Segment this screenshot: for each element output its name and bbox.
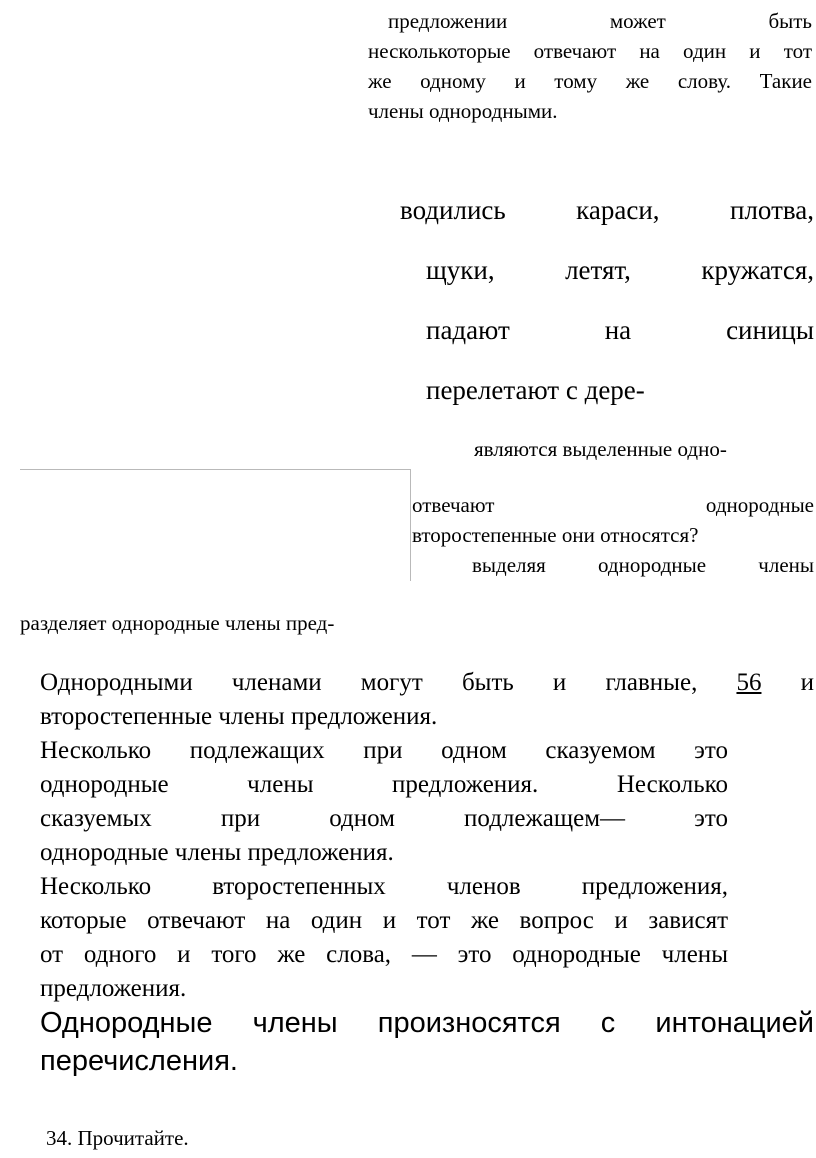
example-line: щуки, летят, кружатся,: [426, 255, 814, 285]
rules-block: [40, 666, 814, 1006]
top-paragraph-line: же одному и тому же слову. Такие: [368, 69, 812, 93]
example-line: водились караси, плотва,: [400, 195, 814, 225]
task-fragment-line: отвечают однородные: [412, 493, 814, 517]
task-fragment-line: второстепенные они относятся?: [412, 523, 699, 547]
rules-line: Несколько подлежащих при одном сказуемом это: [40, 737, 728, 764]
rules-line: которые отвечают на один и тот же вопрос и зависят: [40, 907, 728, 934]
rules-line-text: и: [800, 669, 814, 696]
top-paragraph-line: предложении может быть: [388, 9, 812, 33]
intonation-line: перечисления.: [40, 1045, 238, 1077]
task-fragment: [412, 490, 814, 580]
rules-line-text: Однородными членами могут быть и главные,: [40, 669, 698, 696]
top-paragraph-line: несколькоторые отвечают на один и тот: [368, 39, 812, 63]
task-fragment-line: являются выделенные одно-: [474, 437, 727, 461]
divider-horizontal: [20, 469, 411, 470]
rules-line: второстепенные члены предложения.: [40, 703, 438, 730]
exercise-heading: 34. Прочитайте.: [46, 1126, 189, 1150]
task-fragment-line: выделяя однородные члены: [472, 553, 814, 577]
rules-line: [40, 666, 814, 700]
rules-line: сказуемых при одном подлежащем— это: [40, 805, 728, 832]
rules-line: от одного и того же слова, — это однородные члены: [40, 941, 728, 968]
rules-line: Несколько второстепенных членов предложения,: [40, 873, 728, 900]
example-words: [400, 180, 814, 420]
example-line: падают на синицы: [426, 315, 814, 345]
rules-line: предложения.: [40, 975, 187, 1002]
intonation-line: Однородные члены произносятся с интонацией: [40, 1007, 814, 1039]
page-number: 56: [736, 669, 762, 696]
divider-caption: разделяет однородные члены пред-: [20, 611, 335, 635]
divider-vertical: [410, 469, 411, 581]
top-paragraph: [368, 6, 812, 126]
rules-line: однородные члены предложения.: [40, 839, 394, 866]
example-line: перелетают с дере-: [426, 375, 645, 405]
top-paragraph-line: члены однородными.: [368, 99, 558, 123]
rules-line: однородные члены предложения. Несколько: [40, 771, 728, 798]
intonation-rule: [40, 1004, 814, 1080]
